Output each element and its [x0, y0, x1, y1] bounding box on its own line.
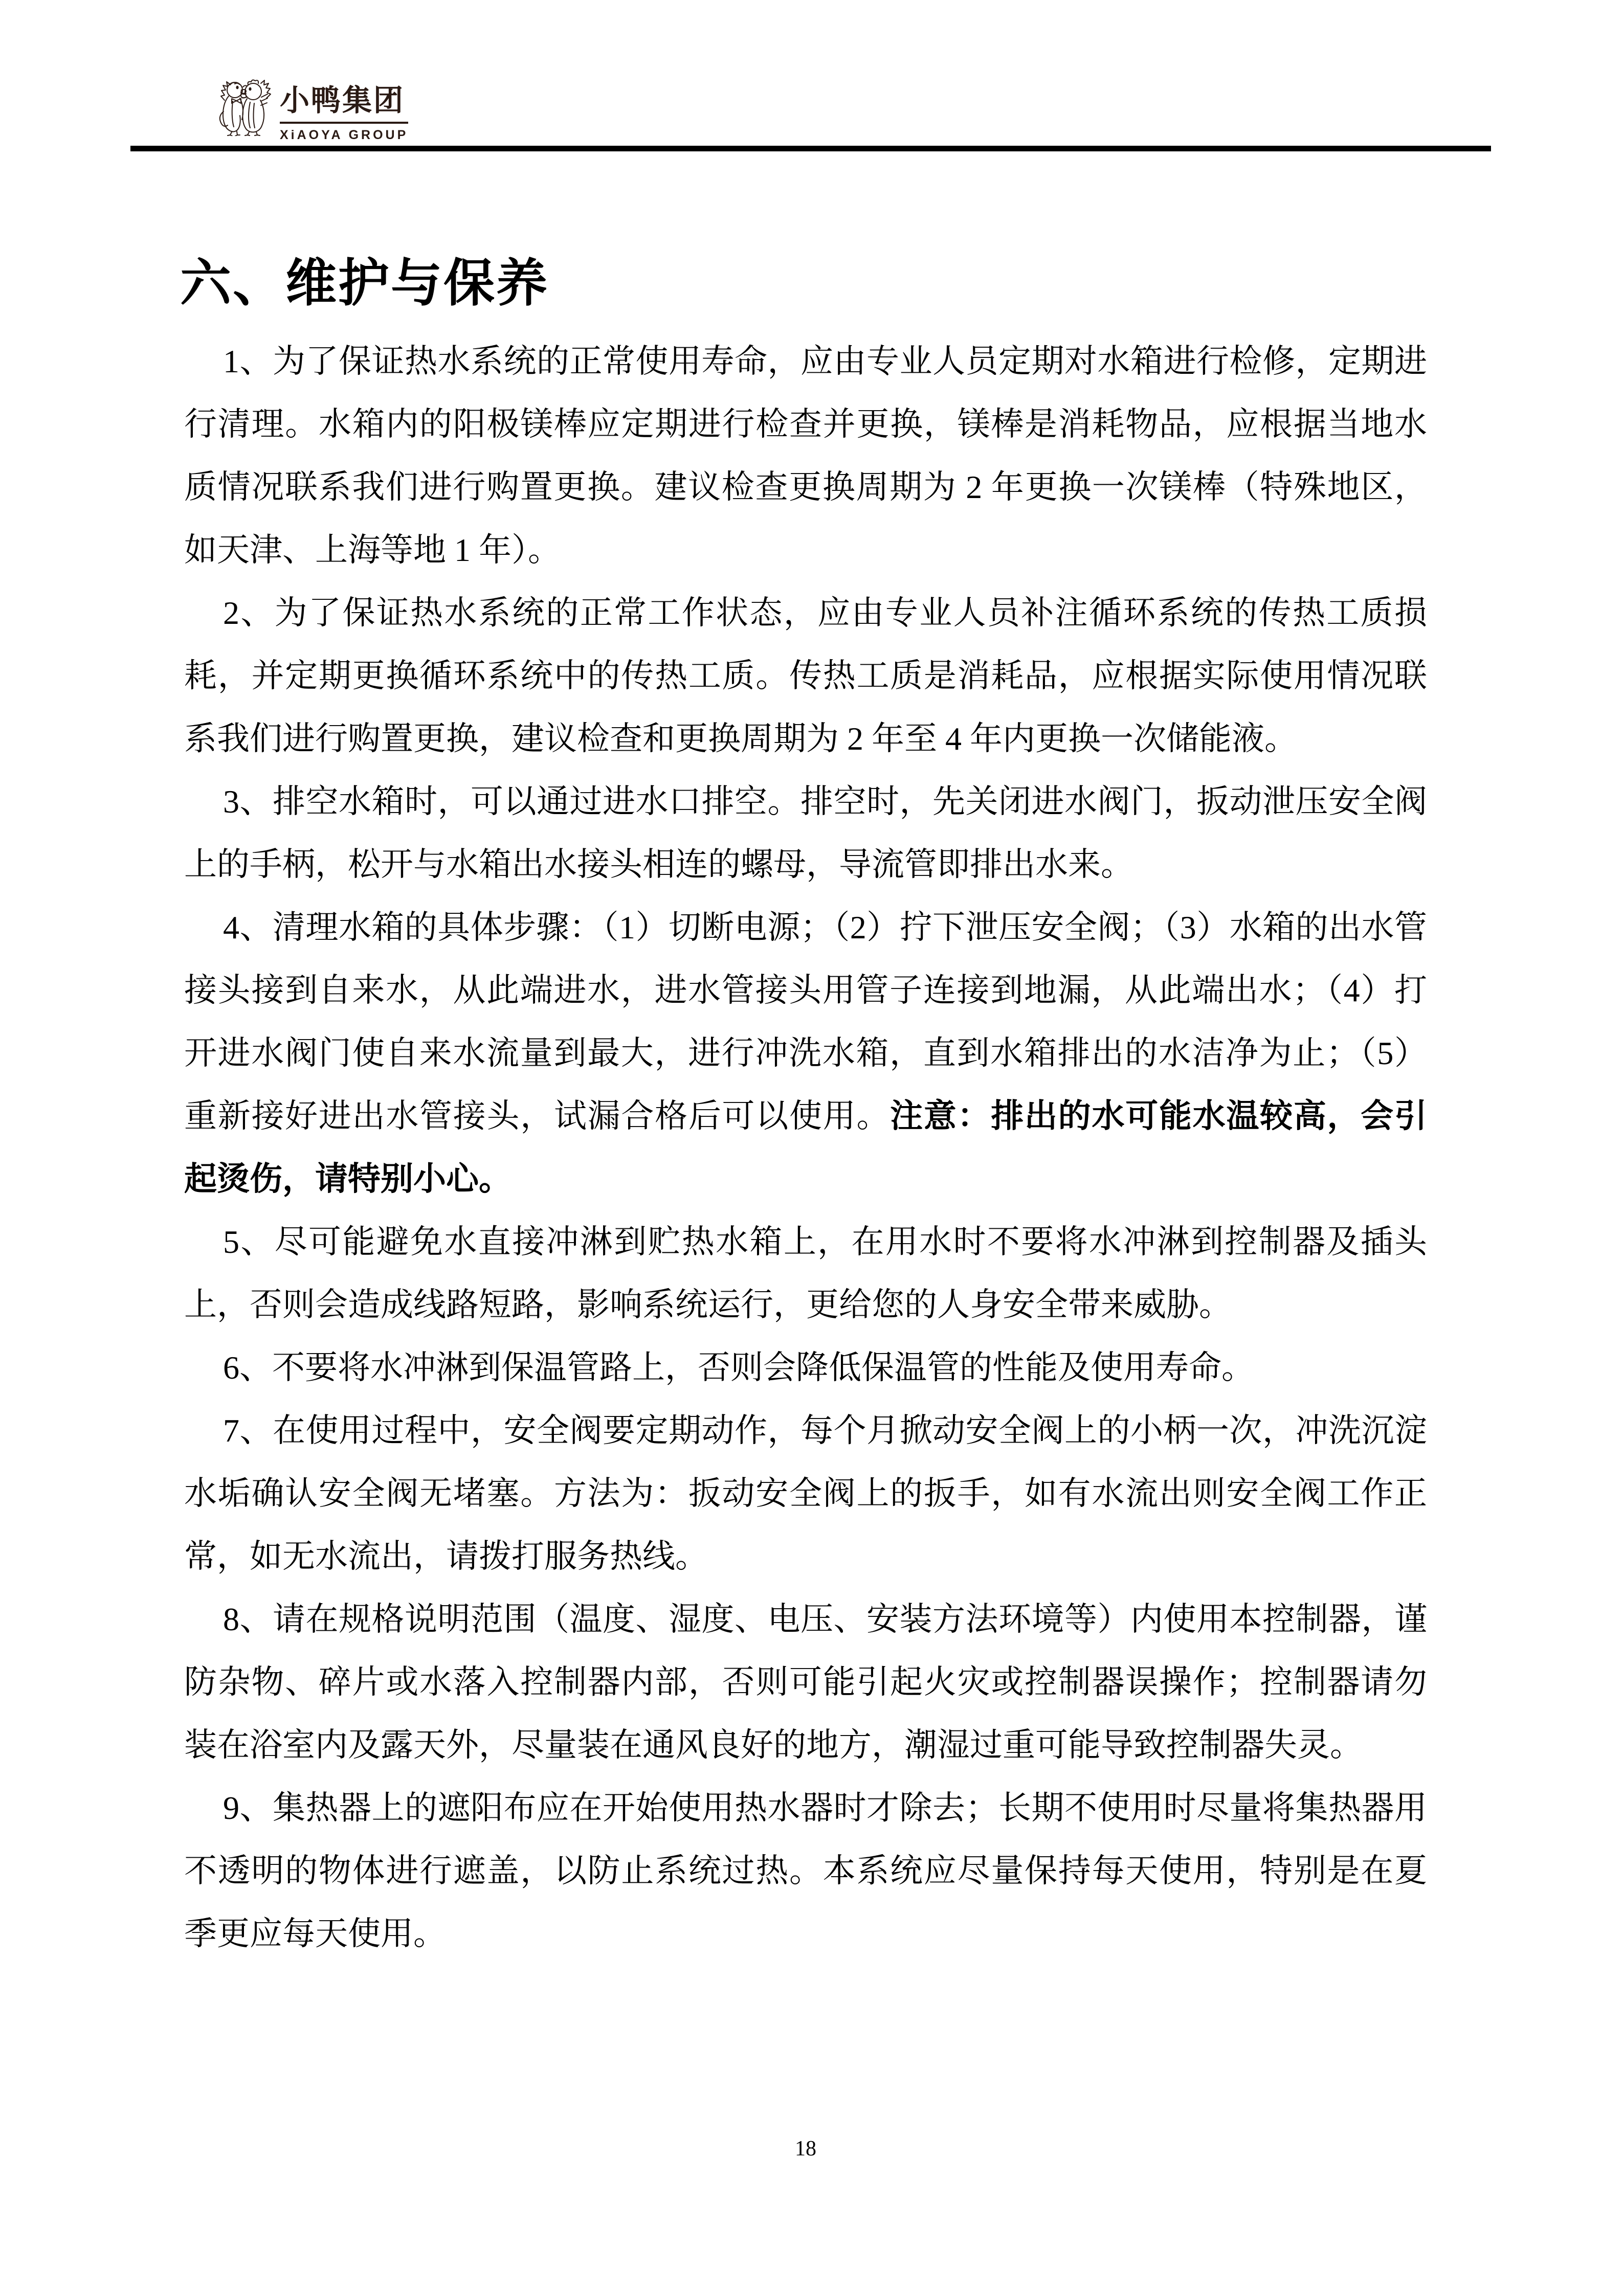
logo-text-block	[280, 86, 408, 143]
xiaoya-logo	[216, 75, 408, 143]
paragraph-5	[184, 1210, 1427, 1336]
paragraph-2-text: 2、为了保证热水系统的正常工作状态，应由专业人员补注循环系统的传热工质损耗，并定期更换循环系统中的传热工质。传热工质是消耗品，应根据实际使用情况联系我们进行购置更换，建议检查和更换周期为 2 年至 4 年内更换一次储能液。	[184, 595, 1427, 757]
paragraph-9	[184, 1776, 1427, 1965]
paragraph-3	[184, 770, 1427, 896]
paragraph-4	[184, 896, 1427, 1210]
paragraph-8-text: 8、请在规格说明范围（温度、湿度、电压、安装方法环境等）内使用本控制器，谨防杂物、碎片或水落入控制器内部，否则可能引起火灾或控制器误操作；控制器请勿装在浴室内及露天外，尽量装在通风良好的地方，潮湿过重可能导致控制器失灵。	[184, 1601, 1427, 1763]
two-ducklings-mascot-icon	[216, 75, 277, 136]
paragraph-9-text: 9、集热器上的遮阳布应在开始使用热水器时才除去；长期不使用时尽量将集热器用不透明的物体进行遮盖，以防止系统过热。本系统应尽量保持每天使用，特别是在夏季更应每天使用。	[184, 1790, 1427, 1952]
section-title: 六、维护与保养	[180, 255, 549, 312]
paragraph-6	[184, 1336, 1427, 1399]
paragraph-4-text: 4、清理水箱的具体步骤：（1）切断电源；（2）拧下泄压安全阀；（3）水箱的出水管接头接到自来水，从此端进水，进水管接头用管子连接到地漏，从此端出水；（4）打开进水阀门使自来水流量到最大，进行冲洗水箱，直到水箱排出的水洁净为止；（5）重新接好进出水管接头，试漏合格后可以使用。	[184, 909, 1427, 1134]
paragraph-4-bold-note: 注意：排出的水可能水温较高，会引起烫伤，请特别小心。	[184, 1098, 1428, 1197]
paragraph-7-text: 7、在使用过程中，安全阀要定期动作，每个月掀动安全阀上的小柄一次，冲洗沉淀水垢确认安全阀无堵塞。方法为：扳动安全阀上的扳手，如有水流出则安全阀工作正常，如无水流出，请拨打服务热线。	[184, 1412, 1427, 1574]
maintenance-instructions	[184, 330, 1427, 1965]
page-number: 18	[795, 2137, 816, 2160]
paragraph-2	[184, 581, 1427, 770]
logo-english-name: XiAOYA GROUP	[280, 128, 409, 142]
paragraph-1-text: 1、为了保证热水系统的正常使用寿命，应由专业人员定期对水箱进行检修，定期进行清理。水箱内的阳极镁棒应定期进行检查并更换，镁棒是消耗物品，应根据当地水质情况联系我们进行购置更换。建议检查更换周期为 2 年更换一次镁棒（特殊地区，如天津、上海等地 1 年）。	[184, 343, 1427, 568]
paragraph-5-text: 5、尽可能避免水直接冲淋到贮热水箱上，在用水时不要将水冲淋到控制器及插头上，否则会造成线路短路，影响系统运行，更给您的人身安全带来威胁。	[184, 1224, 1427, 1323]
logo-chinese-name: 小鸭集团	[280, 86, 408, 124]
paragraph-8	[184, 1588, 1427, 1776]
paragraph-3-text: 3、排空水箱时，可以通过进水口排空。排空时，先关闭进水阀门，扳动泄压安全阀上的手柄，松开与水箱出水接头相连的螺母，导流管即排出水来。	[184, 783, 1427, 883]
header-divider	[130, 146, 1491, 151]
paragraph-1	[184, 330, 1427, 581]
paragraph-7	[184, 1399, 1427, 1588]
paragraph-6-text: 6、不要将水冲淋到保温管路上，否则会降低保温管的性能及使用寿命。	[223, 1349, 1254, 1386]
